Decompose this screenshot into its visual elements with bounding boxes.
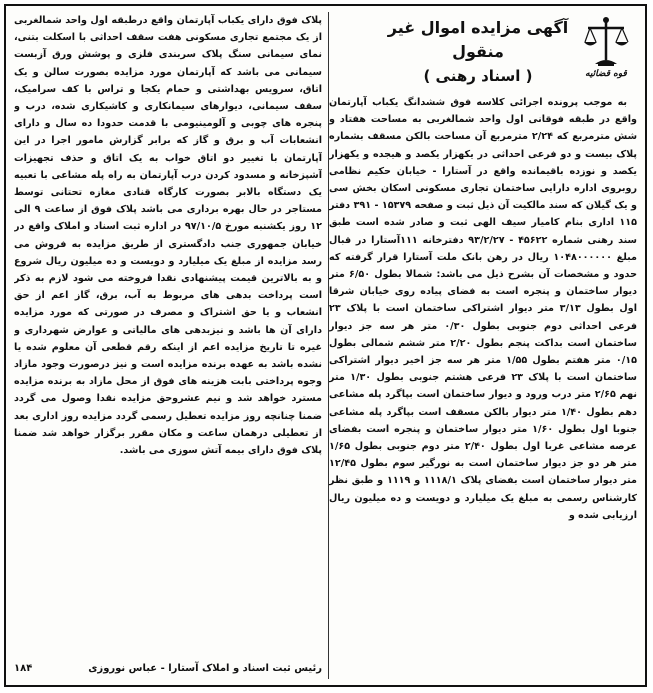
title-block: [383, 16, 573, 88]
left-column-text: پلاک فوق دارای یکباب آپارتمان واقع درطبقه اول واحد شمالغربی از یک مجتمع تجاری مسکونی هفت سقف احداثی با اسکلت بتنی، نمای سیمانی سنگ پلاک سربندی فلزی و پوشش ورق آزبست سیمانی می باشد که آپارتمان مورد مزایده بصورت سالن و یک اتاق، سرویس بهداشتی و حمام یکجا و تراس با کف سرامیک، سقف سیمانی، دیوارهای سیمانکاری و کاشیکاری شده، درب و پنجره های چوبی و آلومینیومی با قدمت حدودا ده سال و دارای انشعابات آب و برق و گاز که برابر گزارش مامور اجرا در این آپارتمان با تغییر دو اتاق خواب به یک اتاق و حذف تجهیزات آشپزخانه و مسدود کردن درب آپارتمان به راه پله مشاعی با تعبیه یک دستگاه بالابر بصورت کارگاه قنادی مغازه تحتانی توسط مستاجر در حال بهره برداری می باشد پلاک فوق از ساعت ۹ الی ۱۲ روز یکشنبه مورخ ۹۷/۱۰/۵ در اداره ثبت اسناد و املاک واقع در خیابان جمهوری جنب دادگستری از طریق مزایده به فروش می رسد مزایده از مبلغ یک میلیارد و دویست و ده میلیون ریال شروع و به بالاترین قیمت پیشنهادی نقدا فروخته می شود لازم به ذکر است پرداخت بدهی های مربوط به آب، برق، گاز اعم از حق انشعاب و یا حق اشتراک و مصرف در صورتی که مورد مزایده دارای آن ها باشد و نیزبدهی های مالیاتی و عوارض شهرداری و غیره تا تاریخ مزایده اعم از اینکه رقم قطعی آن معلوم شده یا نشده باشد به عهده برنده مزایده است و نیز درصورت وجود مازاد وجوه پرداختی بابت هزینه های فوق از محل مازاد به برنده مزایده مسترد خواهد شد و نیم عشروحق مزایده نقدا وصول می گردد ضمنا چنانچه روز مزایده تعطیل رسمی گردد مزایده روز اداری بعد از تعطیلی درهمان ساعت و مکان مقرر برگزار خواهد شد ضمنا پلاک فوق دارای بیمه آتش سوزی می باشد.: [14, 15, 322, 457]
signature: رئیس ثبت اسناد و املاک آستارا - عباس نوروزی: [88, 663, 322, 674]
emblem-caption: قوه قضائیه: [585, 69, 627, 79]
left-column: [14, 12, 322, 679]
signature-line: [14, 661, 322, 677]
judiciary-emblem: [579, 16, 633, 90]
right-column-text: به موجب پرونده اجرائی کلاسه فوق ششدانگ یکباب آپارتمان واقع در طبقه فوقانی اول واحد شمالغربی به مساحت هفتاد و شش مترمربع که ۲/۲۴ مترمربع آن مساحت بالکن مسقف بشماره پلاک بیست و دو فرعی احداثی در یکهزار یکصد و هیجده و یکهزار یکصد و نوزده باقیمانده واقع در آستارا - خیابان حکیم نظامی روبروی اداره دارایی ساختمان تجاری مسکونی اسکان بخش سی و یک گیلان که سند مالکیت آن ذیل ثبت و صفحه ۱۵۳۷۹ - ۳۹۱ دفتر ۱۱۵ اداری بنام کامیار سیف الهی ثبت و صادر شده است طبق سند رهنی شماره ۴۵۶۲۲ - ۹۳/۲/۲۷ دفترخانه ۱۱۱آستارا در قبال مبلغ ۱۰۴۸۰۰۰۰۰۰ ریال در رهن بانک ملت آستارا قرار گرفته که حدود و مشخصات آن بشرح ذیل می باشد: شمالا بطول ۶/۵۰ متر دیوار ساختمان و پنجره است به فضای پیاده روی خیابان شرقا اول بطول ۳/۱۳ متر دیوار اشتراکی ساختمان است با پلاک ۲۳ فرعی احداثی دوم جنوبی بطول ۰/۳۰ متر هر سه جز دیوار ساختمان است بداکت پنجم بطول ۲/۲۰ متر ششم شمالی بطول ۰/۱۵ متر هفتم بطول ۱/۵۵ متر هر سه جز اخیر دیوار اشتراکی ساختمان است با پلاک ۲۳ فرعی هشتم جنوبی بطول ۱/۳۰ متر نهم ۲/۶۵ متر درب ورود و دیوار ساختمان است بپاگرد پله مشاعی دهم بطول ۱/۴۰ متر دیوار بالکن مسقف است بپاگرد پله مشاعی جنوبا اول بطول ۱/۶۰ متر دیوار ساختمان و پنجره است بفضای عرصه مشاعی غربا اول بطول ۲/۴۰ متر دوم جنوبی بطول ۱/۶۵ متر هر دو جز دیوار ساختمان است به نورگیر سوم بطول ۱۲/۴۵ متر دیوار ساختمان است بفضای پلاک ۱۱۱۸/۱ و ۱۱۱۹ و طبق نظر کارشناس رسمی به مبلغ یک میلیارد و دویست و ده میلیون ریال ارزیابی شده و: [329, 97, 637, 521]
column-divider: [328, 12, 329, 679]
notice-frame: [4, 4, 647, 687]
notice-header: [329, 12, 637, 94]
notice-title: آگهی مزایده اموال غیر منقول: [387, 18, 569, 61]
notice-subtitle: ( اسناد رهنی ): [423, 67, 533, 85]
scales-emblem-icon: [583, 16, 629, 68]
ad-number: ۱۸۴: [14, 663, 33, 674]
right-column: [329, 12, 637, 679]
